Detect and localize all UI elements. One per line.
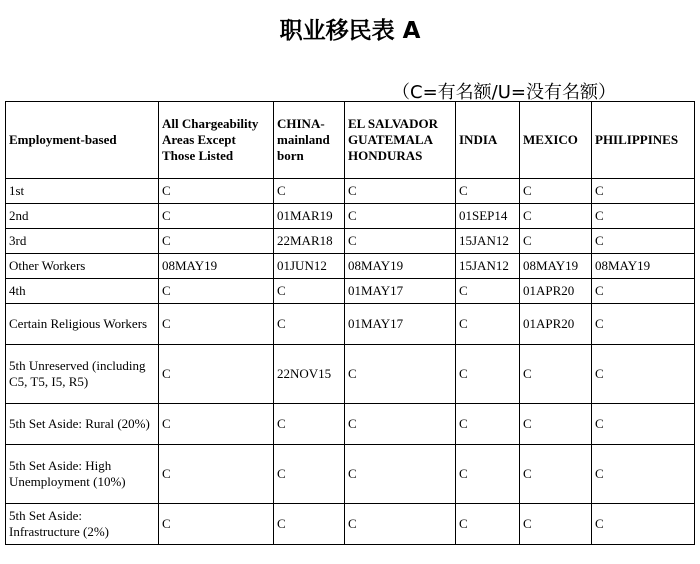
- table-row: [6, 504, 695, 545]
- row-label: 5th Set Aside: High Unemployment (10%): [6, 445, 159, 504]
- visa-bulletin-table: [5, 101, 695, 545]
- table-row: [6, 304, 695, 345]
- table-cell: C: [159, 204, 274, 229]
- table-cell: C: [592, 504, 695, 545]
- page-title: 职业移民表 A: [279, 18, 421, 44]
- table-cell: C: [520, 204, 592, 229]
- table-cell: C: [345, 345, 456, 404]
- table-cell: C: [274, 504, 345, 545]
- header-india: INDIA: [456, 102, 520, 179]
- header-all-areas: All Chargeability Areas Except Those Listed: [159, 102, 274, 179]
- header-philippines: PHILIPPINES: [592, 102, 695, 179]
- table-cell: C: [592, 345, 695, 404]
- table-cell: 01MAR19: [274, 204, 345, 229]
- row-label: 5th Set Aside: Infrastructure (2%): [6, 504, 159, 545]
- row-label: 1st: [6, 179, 159, 204]
- header-china: CHINA-mainland born: [274, 102, 345, 179]
- table-cell: C: [456, 179, 520, 204]
- table-row: [6, 345, 695, 404]
- table-row: [6, 179, 695, 204]
- table-cell: 01MAY17: [345, 279, 456, 304]
- table-cell: C: [520, 345, 592, 404]
- table-cell: C: [592, 204, 695, 229]
- table-cell: C: [159, 504, 274, 545]
- table-cell: 08MAY19: [520, 254, 592, 279]
- table-cell: C: [274, 304, 345, 345]
- table-cell: 22MAR18: [274, 229, 345, 254]
- table-cell: C: [592, 179, 695, 204]
- legend-note: （C=有名额/U=没有名额）: [392, 82, 616, 103]
- header-row: [6, 102, 695, 179]
- table-cell: C: [520, 504, 592, 545]
- table-cell: C: [345, 204, 456, 229]
- table-cell: C: [159, 179, 274, 204]
- table-cell: C: [456, 504, 520, 545]
- table-cell: C: [520, 404, 592, 445]
- table-cell: C: [274, 404, 345, 445]
- table-cell: 01JUN12: [274, 254, 345, 279]
- table-cell: C: [345, 229, 456, 254]
- header-el-salvador-guatemala-honduras: EL SALVADOR GUATEMALA HONDURAS: [345, 102, 456, 179]
- table-cell: C: [592, 404, 695, 445]
- table-cell: C: [345, 404, 456, 445]
- table-cell: C: [592, 445, 695, 504]
- row-label: Certain Religious Workers: [6, 304, 159, 345]
- table-cell: C: [592, 304, 695, 345]
- row-label: 3rd: [6, 229, 159, 254]
- table-row: [6, 404, 695, 445]
- table-cell: 08MAY19: [345, 254, 456, 279]
- table-cell: C: [456, 404, 520, 445]
- table-cell: 01MAY17: [345, 304, 456, 345]
- header-category: Employment-based: [6, 102, 159, 179]
- table-cell: C: [592, 229, 695, 254]
- table-cell: 08MAY19: [159, 254, 274, 279]
- table-cell: C: [456, 345, 520, 404]
- table-cell: 15JAN12: [456, 229, 520, 254]
- table-cell: 22NOV15: [274, 345, 345, 404]
- row-label: 2nd: [6, 204, 159, 229]
- table-cell: C: [159, 345, 274, 404]
- header-mexico: MEXICO: [520, 102, 592, 179]
- table-cell: C: [456, 304, 520, 345]
- row-label: 4th: [6, 279, 159, 304]
- table-row: [6, 445, 695, 504]
- row-label: 5th Set Aside: Rural (20%): [6, 404, 159, 445]
- table-cell: C: [159, 229, 274, 254]
- table-cell: C: [159, 279, 274, 304]
- table-cell: 01APR20: [520, 304, 592, 345]
- table-cell: C: [456, 445, 520, 504]
- table-row: [6, 254, 695, 279]
- table-row: [6, 204, 695, 229]
- table-cell: C: [159, 445, 274, 504]
- table-cell: 01SEP14: [456, 204, 520, 229]
- table-cell: C: [520, 179, 592, 204]
- table-cell: C: [274, 179, 345, 204]
- table-cell: C: [345, 504, 456, 545]
- table-cell: C: [159, 404, 274, 445]
- table-cell: 15JAN12: [456, 254, 520, 279]
- table-cell: C: [345, 179, 456, 204]
- table-cell: 08MAY19: [592, 254, 695, 279]
- table-row: [6, 279, 695, 304]
- table-cell: C: [345, 445, 456, 504]
- table-cell: C: [159, 304, 274, 345]
- table-cell: C: [456, 279, 520, 304]
- table-cell: C: [520, 445, 592, 504]
- table-cell: C: [274, 445, 345, 504]
- table-row: [6, 229, 695, 254]
- row-label: Other Workers: [6, 254, 159, 279]
- table-cell: C: [592, 279, 695, 304]
- table-cell: C: [520, 229, 592, 254]
- row-label: 5th Unreserved (including C5, T5, I5, R5): [6, 345, 159, 404]
- table-cell: 01APR20: [520, 279, 592, 304]
- table-cell: C: [274, 279, 345, 304]
